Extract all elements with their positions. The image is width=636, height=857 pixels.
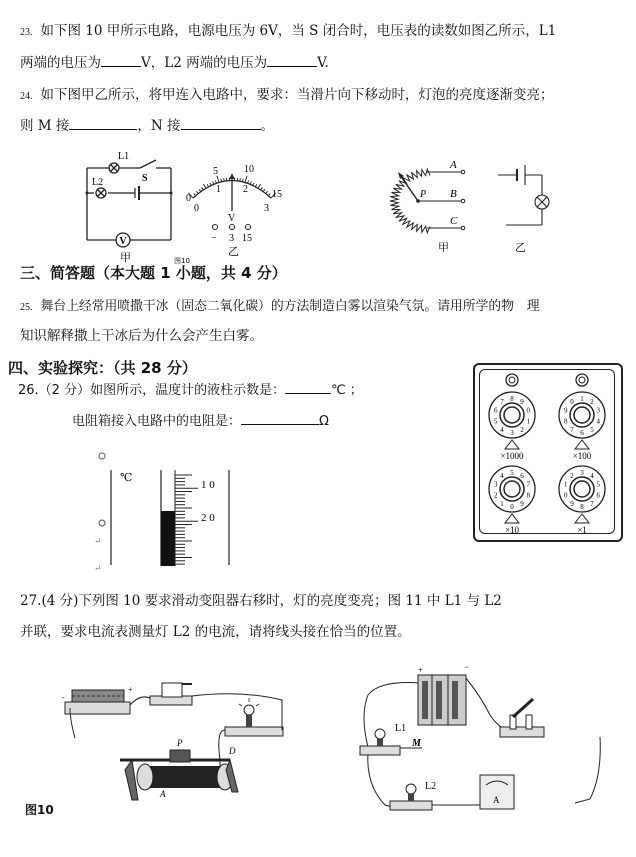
label-a: A — [450, 159, 457, 171]
dial-x1[interactable] — [559, 466, 605, 535]
section-3-heading: 三、简答题（本大题 1 小题，共 4 分） — [20, 264, 287, 282]
dial-digit: 7 — [590, 499, 594, 508]
lower-scale-1: 1 — [216, 184, 221, 195]
q23-answer-blank-1[interactable] — [101, 54, 141, 67]
resistance-box — [473, 363, 623, 542]
terminal-negative[interactable] — [213, 225, 218, 230]
q25-text: 舞台上经常用喷撒干冰（固态二氧化碳）的方法制造白雾以渲染气氛。请用所学的物 理 — [40, 299, 540, 314]
thermometer-liquid-column — [161, 511, 175, 566]
dial-pointer-icon — [505, 514, 519, 523]
q27-line1: 27.(4 分)下列图 10 要求滑动变阻器右移时，灯的亮度变亮；图 11 中 L1 与 L2 — [20, 593, 502, 609]
dial-digit: 0 — [564, 491, 568, 500]
voltmeter-tick — [203, 184, 206, 188]
battery-plus-label: + — [418, 665, 424, 675]
voltmeter-tick — [210, 183, 211, 186]
terminal-b[interactable] — [461, 199, 465, 203]
resistance-box-dials — [475, 365, 621, 540]
dial-pointer-icon — [575, 514, 589, 523]
q23-line2 — [20, 54, 329, 72]
label-jia: 甲 — [438, 241, 449, 254]
terminal-knob[interactable] — [576, 374, 588, 386]
dial-digit: 8 — [580, 503, 584, 511]
q23-text: 如下图 10 甲所示电路，电源电压为 6V，当 S 闭合时，电压表的读数如图乙所示，L1 — [40, 23, 557, 39]
upper-scale-0: 0 — [186, 193, 191, 204]
thermometer-unit: ℃ — [120, 472, 133, 484]
voltmeter-unit: V — [228, 213, 236, 224]
dial-digit: 2 — [494, 491, 498, 500]
terminal-label-15: 15 — [242, 233, 252, 244]
label-yi: 乙 — [228, 245, 239, 258]
dial-digit: 6 — [520, 472, 524, 481]
q24-number: 24. — [20, 91, 33, 102]
lamp-l1-icon — [109, 163, 119, 173]
q24-answer-blank-n[interactable] — [181, 117, 261, 130]
svg-text:+: + — [128, 685, 133, 694]
q24-answer-blank-m[interactable] — [69, 117, 137, 130]
dial-digit: 5 — [590, 425, 594, 434]
label-l2: L2 — [92, 177, 104, 188]
q24-line1 — [20, 86, 554, 106]
q26-answer-blank-temperature[interactable] — [285, 381, 331, 394]
dial-digit: 2 — [520, 425, 524, 434]
lamp-icon — [225, 698, 283, 736]
ammeter-icon — [480, 775, 514, 809]
dial-multiplier-label: ×1000 — [500, 451, 524, 461]
terminal-a[interactable] — [461, 170, 465, 174]
q27-line2: 并联，要求电流表测量灯 L2 的电流，请将线头接在恰当的位置。 — [20, 624, 411, 640]
dial-x100[interactable] — [559, 392, 605, 461]
terminal-knob-inner — [509, 377, 515, 383]
voltmeter-tick — [215, 180, 216, 183]
dial-digit: 7 — [570, 425, 574, 434]
lamp-icon — [535, 195, 549, 209]
junction-dot — [86, 192, 89, 195]
voltmeter-symbol-label: V — [119, 236, 127, 247]
dial-digit: 6 — [596, 491, 600, 500]
dial-digit: 3 — [494, 480, 498, 489]
terminal-knob[interactable] — [506, 374, 518, 386]
dial-digit: 8 — [526, 491, 530, 500]
dial-digit: 6 — [580, 429, 584, 437]
q23-line1 — [20, 22, 556, 42]
figure-11-physical-circuit — [340, 655, 630, 825]
dial-digit: 0 — [510, 503, 514, 511]
q26-text-d: Ω — [319, 414, 329, 429]
dial-x10[interactable] — [489, 466, 535, 535]
dial-digit: 4 — [500, 425, 504, 434]
dial-digit: 1 — [564, 480, 568, 489]
needle-tip — [230, 173, 235, 179]
terminal-label-negative: − — [211, 233, 217, 244]
label-jia: 甲 — [120, 251, 131, 264]
terminal-15[interactable] — [246, 225, 251, 230]
label-l1: L1 — [395, 723, 407, 734]
voltmeter-tick — [250, 182, 251, 185]
dial-digit: 0 — [526, 406, 530, 415]
dial-x1000[interactable] — [489, 392, 535, 461]
battery-minus-label: − — [464, 662, 470, 672]
terminal-3[interactable] — [230, 225, 235, 230]
dial-digit: 3 — [510, 429, 514, 437]
thermometer-ticks — [175, 470, 198, 566]
label-a: A — [160, 789, 166, 799]
dial-digit: 8 — [510, 395, 514, 403]
dial-digit: 1 — [500, 499, 504, 508]
voltmeter-tick — [258, 184, 261, 188]
battery-icon — [135, 186, 139, 200]
circuit-diagram-jia — [87, 160, 171, 240]
voltmeter-tick — [196, 191, 198, 193]
terminal-knob-inner — [579, 377, 585, 383]
q26-answer-blank-resistance[interactable] — [241, 412, 319, 425]
dial-digit: 9 — [520, 398, 524, 407]
figure-rheostat — [370, 145, 570, 260]
dial-digit: 5 — [596, 480, 600, 489]
q24-text-a: 则 M 接 — [20, 118, 70, 134]
lower-scale-3: 3 — [264, 203, 269, 214]
voltmeter-symbol-icon — [116, 233, 130, 247]
dial-multiplier-label: ×100 — [572, 451, 592, 461]
dial-digit: 3 — [580, 469, 584, 477]
q26-line2 — [72, 412, 329, 431]
q25-line1 — [20, 297, 540, 317]
voltmeter-dial — [186, 164, 282, 258]
label-b: B — [450, 188, 457, 200]
dial-digit: 5 — [494, 417, 498, 426]
figure-10-circuit-and-voltmeter — [60, 145, 310, 265]
q26-text-c: 电阻箱接入电路中的电阻是： — [72, 414, 242, 429]
dial-ring — [504, 407, 520, 423]
voltmeter-tick — [199, 189, 201, 191]
dial-digit: 6 — [494, 406, 498, 415]
junction-dot — [170, 192, 173, 195]
return-mark: ↵ — [94, 536, 102, 546]
q23-text-b: V，L2 两端的电压为 — [141, 55, 268, 71]
q23-text-a: 两端的电压为 — [20, 55, 101, 71]
voltmeter-tick — [194, 193, 196, 195]
decor-circle — [99, 453, 105, 459]
dial-multiplier-label: ×10 — [504, 525, 520, 535]
dial-pointer-icon — [575, 440, 589, 449]
switch-icon — [150, 683, 192, 705]
q24-text-c: 。 — [260, 118, 275, 134]
figure-caption: 图10 — [174, 257, 190, 265]
dial-digit: 9 — [520, 499, 524, 508]
svg-text:-: - — [62, 693, 65, 702]
dial-digit: 7 — [526, 480, 530, 489]
tick-label-10: 1 0 — [201, 479, 215, 491]
figure-10-caption: 图10 — [25, 803, 54, 817]
dial-digit: 3 — [596, 406, 600, 415]
voltmeter-tick — [224, 178, 225, 181]
dial-digit: 8 — [564, 417, 568, 426]
voltmeter-tick — [245, 176, 247, 183]
q26-text-b: ℃ ； — [331, 383, 363, 398]
decor-circle — [99, 520, 105, 526]
dial-digit: 2 — [590, 398, 594, 407]
section-4-heading: 四、实验探究：（共 28 分） — [8, 359, 197, 377]
dial-digit: 2 — [570, 472, 574, 481]
lower-scale-0: 0 — [194, 203, 199, 214]
label-switch: S — [142, 173, 148, 184]
battery-icon — [62, 685, 133, 714]
tick-label-20: 2 0 — [201, 512, 215, 524]
lamp-l1-icon — [360, 729, 400, 755]
dial-digit: 4 — [500, 472, 504, 481]
voltmeter-tick — [266, 191, 268, 193]
dial-digit: 5 — [510, 469, 514, 477]
dial-multiplier-label: ×1 — [577, 525, 587, 535]
voltmeter-tick — [268, 193, 270, 195]
voltmeter-tick — [248, 180, 249, 183]
label-d: D — [229, 746, 236, 756]
q25-number: 25. — [20, 302, 33, 313]
dial-pointer-icon — [505, 440, 519, 449]
return-mark: ↵ — [94, 563, 102, 573]
voltmeter-tick — [207, 184, 208, 187]
q23-number: 23. — [20, 27, 33, 38]
voltmeter-tick — [213, 182, 214, 185]
q24-line2 — [20, 117, 274, 135]
q25-line2: 知识解释撒上干冰后为什么会产生白雾。 — [20, 328, 263, 344]
q26-line1 — [18, 381, 363, 400]
label-m: M — [412, 738, 421, 749]
rheostat-icon — [120, 750, 238, 800]
knife-switch-icon — [500, 699, 544, 737]
lamp-l2-icon — [96, 188, 106, 198]
dial-digit: 4 — [596, 417, 600, 426]
thermometer-figure — [80, 440, 280, 575]
voltmeter-tick — [253, 183, 254, 186]
dial-ring — [504, 481, 520, 497]
label-c: C — [450, 215, 458, 227]
upper-scale-5: 5 — [213, 166, 218, 177]
dial-digit: 1 — [580, 395, 584, 403]
terminal-c[interactable] — [461, 226, 465, 230]
q23-answer-blank-2[interactable] — [267, 54, 317, 67]
dial-digit: 9 — [564, 406, 568, 415]
q24-text: 如下图甲乙所示，将甲连入电路中，要求：当滑片向下移动时，灯泡的亮度逐渐变亮； — [40, 87, 554, 103]
dial-ring — [574, 481, 590, 497]
lower-scale-2: 2 — [243, 184, 248, 195]
dial-digit: 0 — [570, 398, 574, 407]
dial-digit: 7 — [500, 398, 504, 407]
upper-scale-15: 15 — [272, 189, 282, 200]
label-p: P — [177, 738, 183, 748]
q26-text-a: 26.（2 分）如图所示，温度计的液柱示数是： — [18, 383, 286, 398]
dial-digit: 4 — [590, 472, 594, 481]
label-p: P — [420, 189, 427, 200]
label-yi: 乙 — [515, 241, 526, 254]
label-l1: L1 — [118, 151, 130, 162]
voltmeter-tick — [202, 187, 204, 190]
dial-ring — [574, 407, 590, 423]
circuit-yi — [498, 165, 542, 225]
terminal-label-3: 3 — [229, 233, 234, 244]
q23-text-c: V. — [317, 55, 329, 71]
dial-digit: 9 — [570, 499, 574, 508]
voltmeter-tick — [261, 187, 263, 190]
upper-scale-10: 10 — [244, 164, 254, 175]
voltmeter-tick — [263, 189, 265, 191]
dial-digit: 1 — [526, 417, 530, 426]
figure-10-physical-circuit — [20, 660, 320, 820]
battery-icon — [418, 675, 466, 725]
voltmeter-tick — [240, 178, 241, 181]
voltmeter-tick — [255, 184, 256, 187]
q24-text-b: ，N 接 — [137, 118, 181, 134]
ammeter-label: A — [493, 795, 500, 805]
label-l2: L2 — [425, 781, 437, 792]
